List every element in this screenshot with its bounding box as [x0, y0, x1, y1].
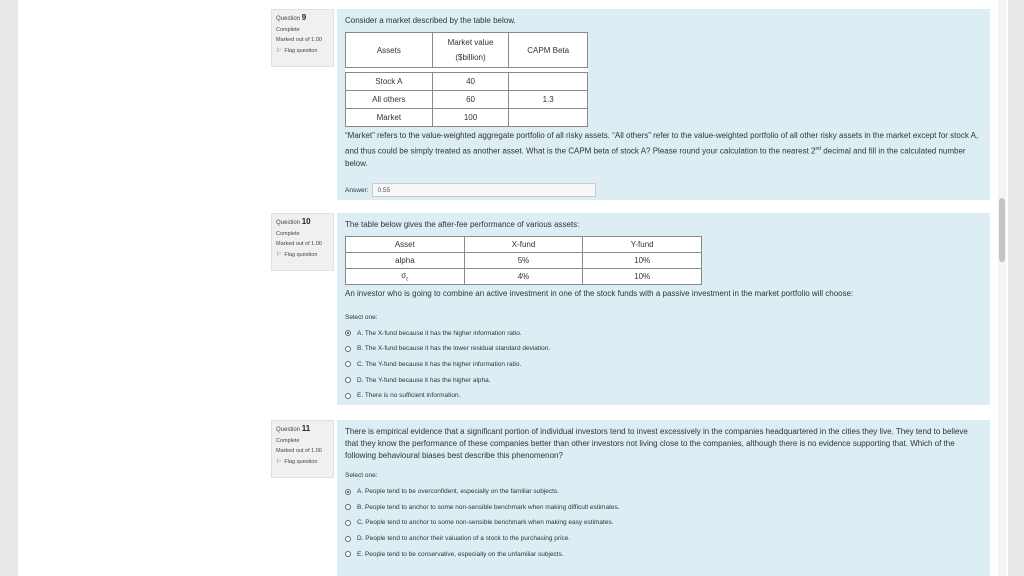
- table-cell: 60: [432, 91, 509, 109]
- question-info-11: [271, 420, 334, 478]
- flag-icon: ⚐: [276, 48, 282, 54]
- question-status: Complete: [276, 231, 300, 237]
- question-text: There is empirical evidence that a significant portion of individual investors tend to invest excessively in the companies headquartered in the cities they live. They tend to believe that they know the performance of these companies better than other investors not living close to the companies, although there is no evidence supporting that. Which of the following behavioural biases best describe this phenomenon?: [345, 427, 968, 460]
- answer-option[interactable]: B. The X-fund because it has the lower residual standard deviation.: [345, 341, 982, 357]
- answer-option[interactable]: D. The Y-fund because it has the higher alpha.: [345, 372, 982, 388]
- question-number: Question 10: [276, 217, 311, 226]
- table-row: [346, 269, 702, 285]
- table-header: CAPM Beta: [509, 33, 588, 68]
- table-cell: 40: [432, 73, 509, 91]
- table-cell: alpha: [346, 253, 465, 269]
- table-cell: 100: [432, 109, 509, 127]
- table-cell: 10%: [583, 253, 702, 269]
- radio-button[interactable]: [345, 330, 351, 336]
- table-cell: 1.3: [509, 91, 588, 109]
- radio-button[interactable]: [345, 520, 351, 526]
- select-one-label: Select one:: [345, 472, 378, 479]
- right-frame: [1008, 0, 1024, 576]
- question-status: Complete: [276, 438, 300, 444]
- table-cell: [509, 109, 588, 127]
- table-row: [346, 91, 588, 109]
- question-marks: Marked out of 1.00: [276, 448, 322, 454]
- question-info-9: [271, 9, 334, 67]
- radio-button[interactable]: [345, 504, 351, 510]
- question-info-10: [271, 213, 334, 271]
- answer-option[interactable]: A. The X-fund because it has the higher information ratio.: [345, 326, 982, 342]
- question-description: An investor who is going to combine an active investment in one of the stock funds with a passive investment in the market portfolio will choose:: [345, 289, 854, 298]
- radio-button[interactable]: [345, 377, 351, 383]
- answer-option[interactable]: E. There is no sufficient information.: [345, 388, 982, 404]
- answer-option[interactable]: B. People tend to anchor to some non-sensible benchmark when making difficult estimates.: [345, 500, 982, 516]
- table-cell: 10%: [583, 269, 702, 285]
- radio-button[interactable]: [345, 489, 351, 495]
- question-text: The table below gives the after-fee performance of various assets:: [345, 220, 580, 229]
- answer-option[interactable]: E. People tend to be conservative, especially on the unfamiliar subjects.: [345, 546, 982, 562]
- question-content-9: [337, 9, 990, 200]
- table-header: Asset: [346, 237, 465, 253]
- left-frame: [0, 0, 18, 576]
- radio-button[interactable]: [345, 346, 351, 352]
- answer-row: [345, 183, 982, 197]
- radio-button[interactable]: [345, 551, 351, 557]
- radio-button[interactable]: [345, 361, 351, 367]
- question-marks: Marked out of 1.00: [276, 241, 322, 247]
- question-status: Complete: [276, 27, 300, 33]
- table-cell: [509, 73, 588, 91]
- question-number: Question 11: [276, 424, 311, 433]
- radio-button[interactable]: [345, 536, 351, 542]
- question-text: Consider a market described by the table below.: [345, 16, 516, 25]
- table-row: [346, 109, 588, 127]
- table-header: Y-fund: [583, 237, 702, 253]
- table-cell: 5%: [464, 253, 583, 269]
- scrollbar-thumb[interactable]: [999, 198, 1005, 262]
- select-one-label: Select one:: [345, 313, 378, 321]
- radio-button[interactable]: [345, 393, 351, 399]
- flag-question-button[interactable]: ⚐ Flag question: [276, 251, 318, 258]
- question-marks: Marked out of 1.00: [276, 37, 322, 43]
- table-row: [346, 253, 702, 269]
- market-table: [345, 32, 588, 127]
- flag-icon: ⚐: [276, 252, 282, 258]
- flag-icon: ⚐: [276, 459, 282, 465]
- answer-option[interactable]: C. People tend to anchor to some non-sensible benchmark when making easy estimates.: [345, 515, 982, 531]
- table-cell: All others: [346, 91, 433, 109]
- answer-option[interactable]: C. The Y-fund because it has the higher information ratio.: [345, 357, 982, 373]
- table-row: [346, 73, 588, 91]
- table-header: X-fund: [464, 237, 583, 253]
- table-header: Assets: [346, 33, 433, 68]
- answer-option[interactable]: D. People tend to anchor their valuation of a stock to the purchasing price.: [345, 531, 982, 547]
- flag-question-button[interactable]: ⚐ Flag question: [276, 47, 318, 54]
- question-content-11: [337, 420, 990, 576]
- table-cell: 4%: [464, 269, 583, 285]
- scrollbar-track[interactable]: [998, 0, 1006, 576]
- table-header: Market value ($billion): [432, 33, 509, 68]
- question-number: Question 9: [276, 13, 307, 22]
- answer-option[interactable]: A. People tend to be overconfident, especially on the familiar subjects.: [345, 484, 982, 500]
- flag-question-button[interactable]: ⚐ Flag question: [276, 458, 318, 465]
- answer-label: Answer:: [345, 186, 369, 194]
- fund-table: [345, 236, 702, 285]
- question-content-10: [337, 213, 990, 405]
- table-cell: Stock A: [346, 73, 433, 91]
- table-cell: Market: [346, 109, 433, 127]
- question-description: “Market” refers to the value-weighted aggregate portfolio of all risky assets. “All others” refer to the value-weighted portfolio of all other risky assets in the market except for stock A, and thus could be simply treated as another asset. What is the CAPM beta of stock A? Please round your calculation to the nearest 2nd decimal and fill in the calculated number below.: [345, 131, 979, 168]
- table-cell: $\sigma_\varepsilon$: [346, 269, 465, 285]
- answer-input[interactable]: [372, 183, 596, 197]
